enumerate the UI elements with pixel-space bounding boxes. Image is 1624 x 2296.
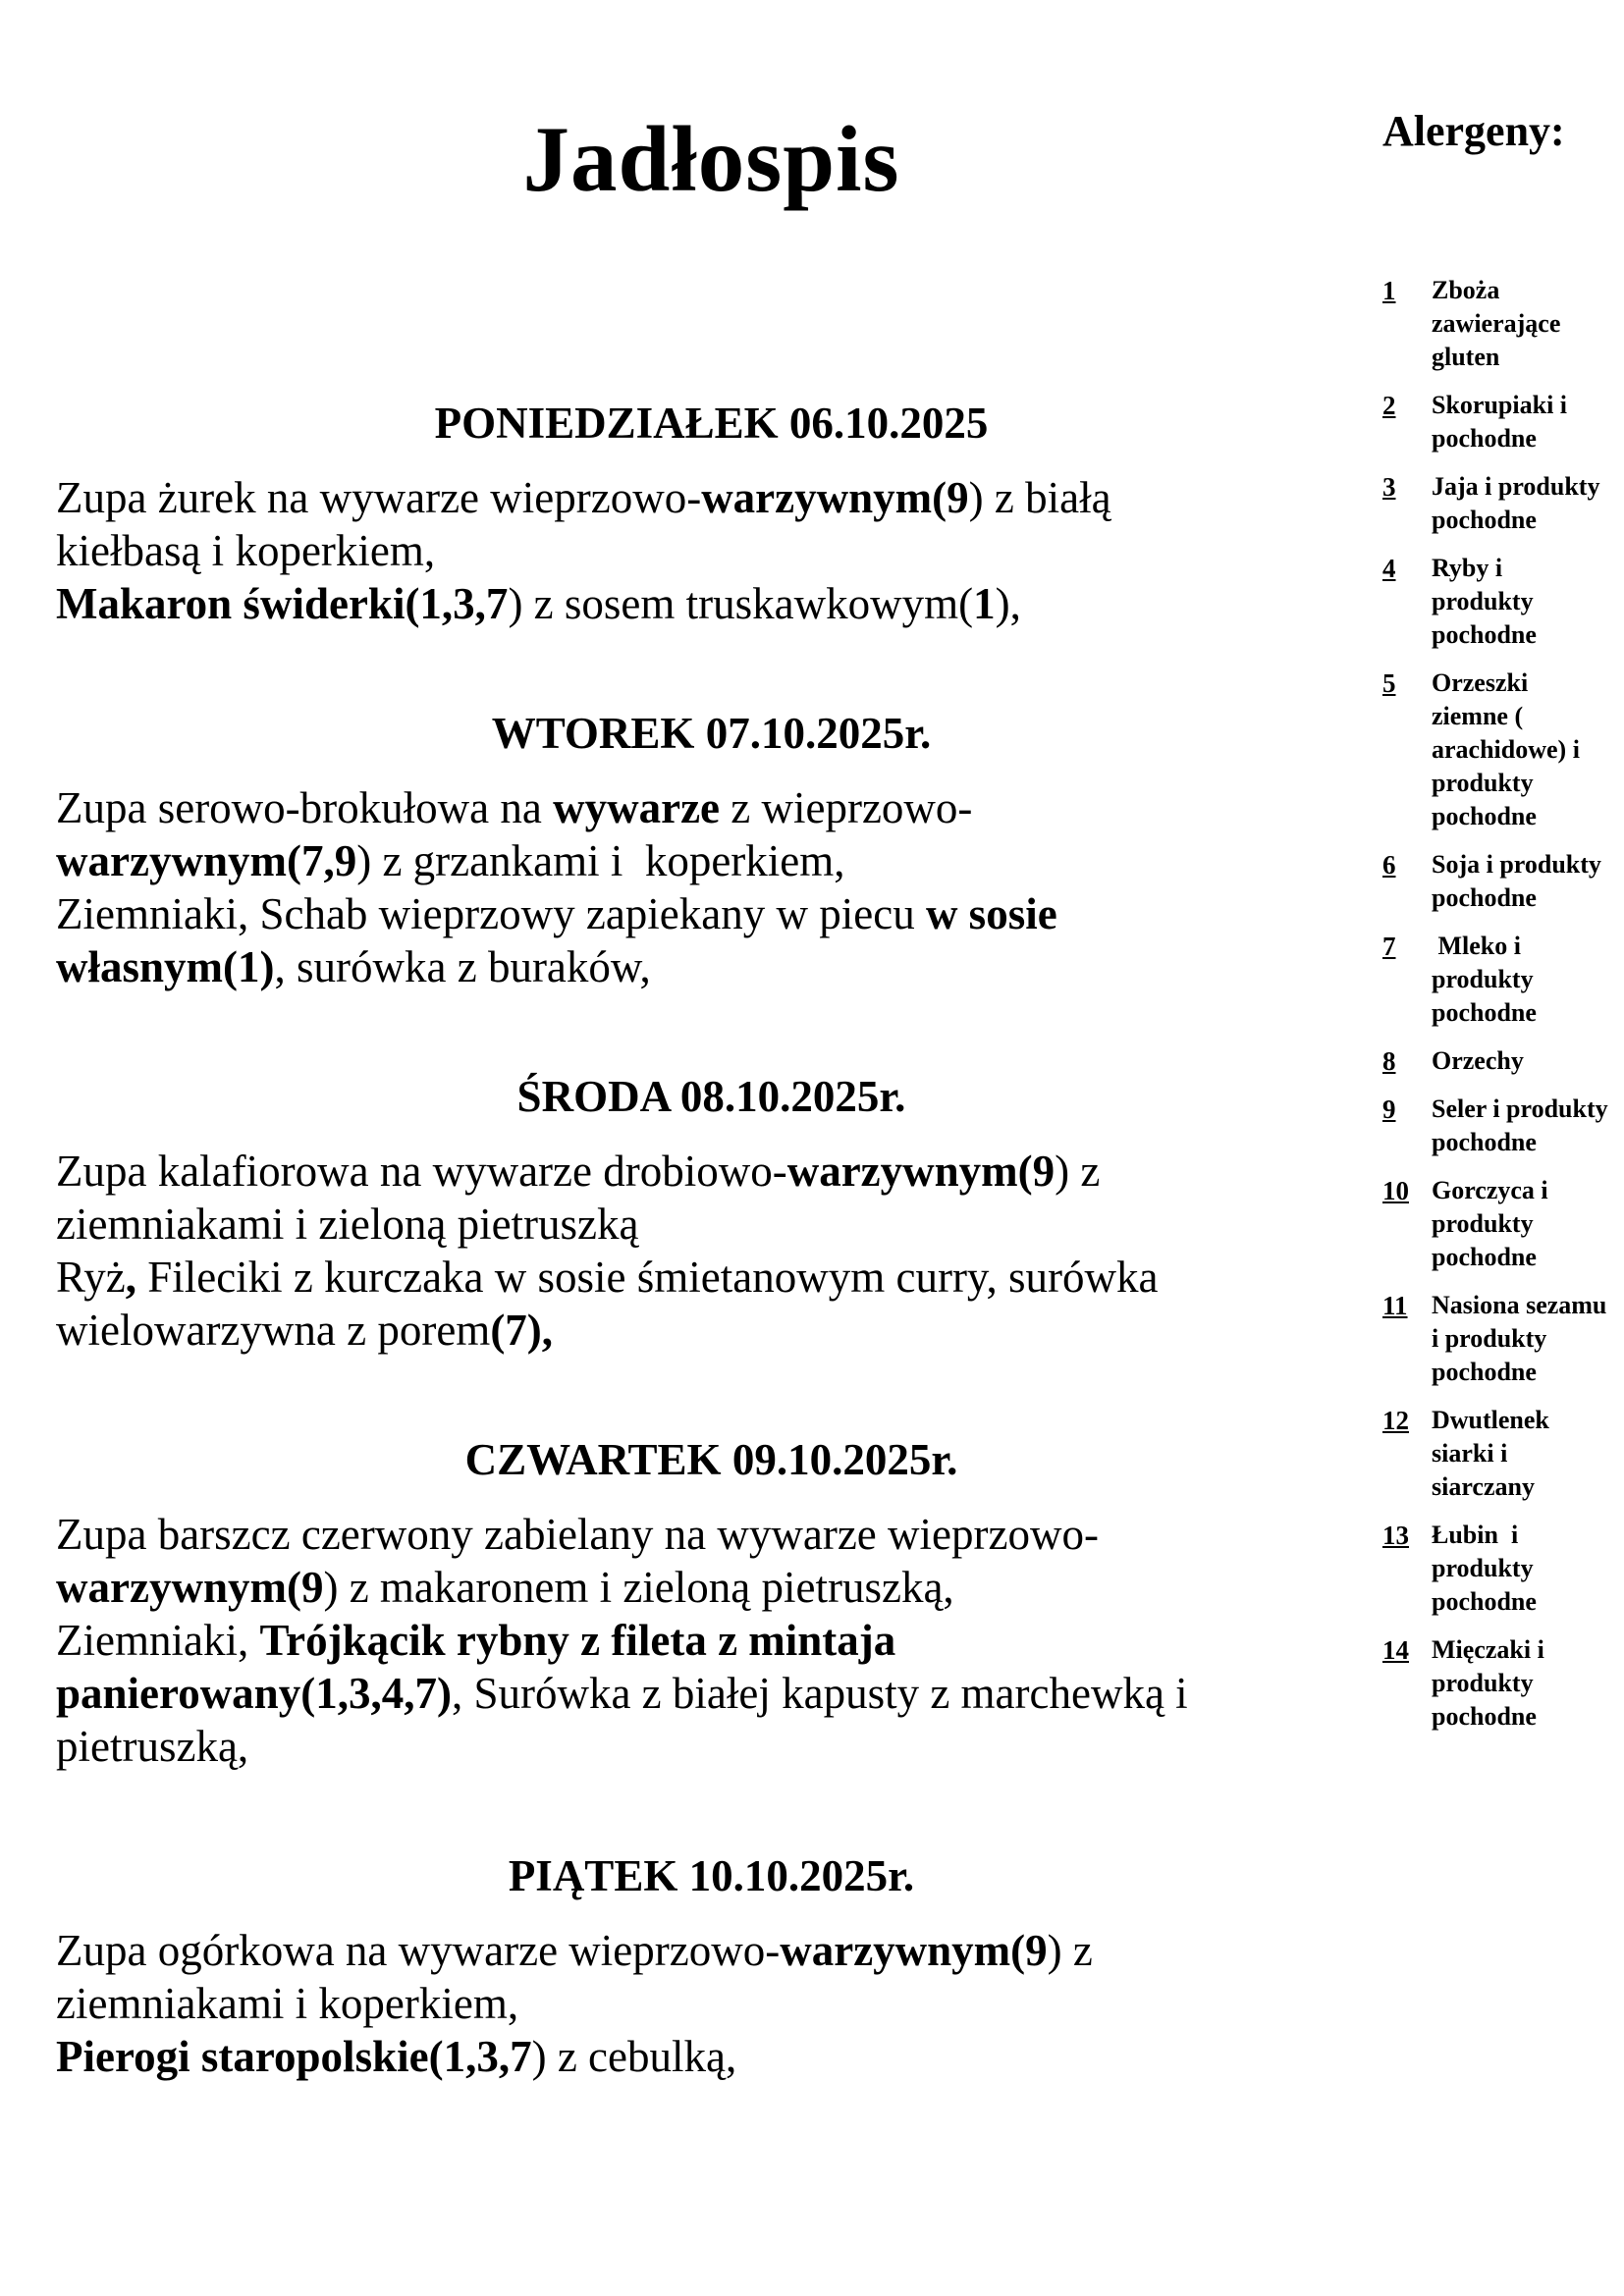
text-segment: Makaron świderki(1,3,7 [56,579,509,628]
allergen-item [1382,274,1610,374]
allergen-label: Skorupiaki i pochodne [1432,390,1574,453]
allergen-label: Łubin i produkty pochodne [1432,1520,1541,1616]
allergen-item [1382,1289,1613,1389]
text-segment: ) z cebulką, [531,2032,737,2081]
allergen-number: 11 [1382,1290,1408,1320]
allergen-number: 14 [1382,1634,1409,1665]
day-line [56,1145,1367,1198]
text-segment: Fileciki z kurczaka w sosie śmietanowym curry, surówka [135,1253,1159,1302]
allergen-item [1382,930,1610,1030]
day-line [56,1977,1367,2030]
text-segment: Zupa serowo-brokułowa na [56,783,554,832]
day-heading: WTOREK 07.10.2025r. [491,709,932,758]
allergen-label: Zboża zawierające gluten [1432,275,1567,371]
text-segment: wywarze [553,783,721,832]
allergen-number: 8 [1382,1045,1396,1076]
day-line [56,781,1367,834]
allergen-label: Mleko i produkty pochodne [1432,931,1541,1027]
text-segment: Zupa żurek na wywarze wieprzowo- [56,473,702,522]
day-line [56,1561,1367,1614]
day-heading: PONIEDZIAŁEK 06.10.2025 [434,399,989,448]
text-segment: warzywnym(9 [701,473,969,522]
text-segment: Pierogi staropolskie(1,3,7 [56,2032,532,2081]
allergen-number: 9 [1382,1094,1396,1124]
day-line [56,2030,1367,2083]
text-segment: panierowany(1,3,4,7) [56,1669,452,1718]
allergen-item [1382,389,1610,455]
allergen-item [1382,1633,1610,1734]
menu-main-column [56,0,1367,2160]
allergen-label: Jaja i produkty pochodne [1432,471,1606,534]
text-segment: ) z białą [968,473,1111,522]
text-segment: Ryż [56,1253,126,1302]
text-segment: Zupa barszcz czerwony zabielany na wywarze wieprzowo- [56,1510,1099,1559]
allergen-number: 3 [1382,471,1396,502]
allergen-number: 4 [1382,553,1396,583]
allergens-header: Alergeny: [1382,107,1565,155]
allergen-item [1382,667,1610,833]
day-heading: ŚRODA 08.10.2025r. [516,1072,906,1121]
allergen-item [1382,1093,1615,1159]
text-segment: 1 [973,579,996,628]
text-segment: Ziemniaki, Schab wieprzowy zapiekany w piecu [56,889,926,938]
text-segment: warzywnym(9 [780,1926,1048,1975]
day-section [56,707,1367,993]
text-segment: ) z [1047,1926,1093,1975]
day-line [56,1720,1367,1773]
text-segment: wielowarzywna z porem [56,1306,491,1355]
allergen-item [1382,470,1610,537]
allergen-label: Ryby i produkty pochodne [1432,553,1541,649]
day-line [56,834,1367,887]
allergen-number: 13 [1382,1520,1409,1550]
allergen-label: Gorczyca i produkty pochodne [1432,1175,1555,1271]
allergen-item [1382,1404,1610,1504]
allergen-item [1382,1519,1610,1619]
allergen-number: 5 [1382,667,1396,698]
day-line [56,1924,1367,1977]
allergen-list [1382,274,1615,1734]
page-title: Jadłospis [522,107,900,211]
text-segment: warzywnym(9 [786,1147,1056,1196]
day-line [56,471,1367,524]
text-segment: z wieprzowo- [720,783,973,832]
day-section [56,1849,1367,2083]
day-line [56,524,1367,577]
text-segment: w sosie [925,889,1057,938]
allergen-number: 12 [1382,1405,1409,1435]
day-line [56,940,1367,993]
allergen-item [1382,1174,1610,1274]
allergen-number: 1 [1382,275,1396,305]
allergen-item [1382,1044,1610,1078]
allergen-number: 2 [1382,390,1396,420]
allergen-label: Mięczaki i produkty pochodne [1432,1634,1551,1731]
day-heading: PIĄTEK 10.10.2025r. [508,1851,915,1900]
text-segment: ziemniakami i zieloną pietruszką [56,1200,639,1249]
text-segment: Zupa kalafiorowa na wywarze drobiowo- [56,1147,787,1196]
text-segment: , surówka z buraków, [274,942,651,991]
allergen-label: Seler i produkty pochodne [1432,1094,1615,1156]
allergen-number: 10 [1382,1175,1409,1205]
allergen-item [1382,848,1610,915]
day-line [56,1667,1367,1720]
day-section [56,1070,1367,1357]
text-segment: ), [995,579,1021,628]
allergen-label: Orzechy [1432,1045,1524,1075]
text-segment: Ziemniaki, [56,1616,260,1665]
text-segment: Trójkącik rybny z fileta z mintaja [259,1616,896,1665]
allergen-item [1382,552,1610,652]
text-segment: własnym(1) [56,942,275,991]
allergen-number: 7 [1382,931,1396,961]
text-segment: warzywnym(9 [56,1563,324,1612]
day-heading: CZWARTEK 09.10.2025r. [464,1435,958,1484]
text-segment: Zupa ogórkowa na wywarze wieprzowo- [56,1926,781,1975]
text-segment: warzywnym(7,9 [56,836,357,885]
day-line [56,577,1367,630]
day-line [56,887,1367,940]
day-line [56,1614,1367,1667]
text-segment: , Surówka z białej kapusty z marchewką i [451,1669,1188,1718]
text-segment: pietruszką, [56,1722,249,1771]
day-line [56,1304,1367,1357]
day-section [56,1433,1367,1773]
day-line [56,1198,1367,1251]
text-segment: ) z [1055,1147,1101,1196]
text-segment: ) z grzankami i koperkiem, [356,836,845,885]
allergen-label: Dwutlenek siarki i siarczany [1432,1405,1556,1501]
day-line [56,1508,1367,1561]
text-segment: ) z makaronem i zieloną pietruszką, [323,1563,954,1612]
allergen-number: 6 [1382,849,1396,880]
allergens-sidebar [1382,0,1615,1748]
allergen-label: Soja i produkty pochodne [1432,849,1608,912]
allergen-label: Nasiona sezamu i produkty pochodne [1432,1290,1613,1386]
day-line [56,1251,1367,1304]
text-segment: kiełbasą i koperkiem, [56,526,436,575]
menu-days [56,397,1367,2083]
allergen-label: Orzeszki ziemne ( arachidowe) i produkty pochodne [1432,667,1587,830]
text-segment: , [125,1253,136,1302]
text-segment: (7), [490,1306,554,1355]
day-section [56,397,1367,630]
text-segment: ) z sosem truskawkowym( [508,579,974,628]
text-segment: ziemniakami i koperkiem, [56,1979,519,2028]
